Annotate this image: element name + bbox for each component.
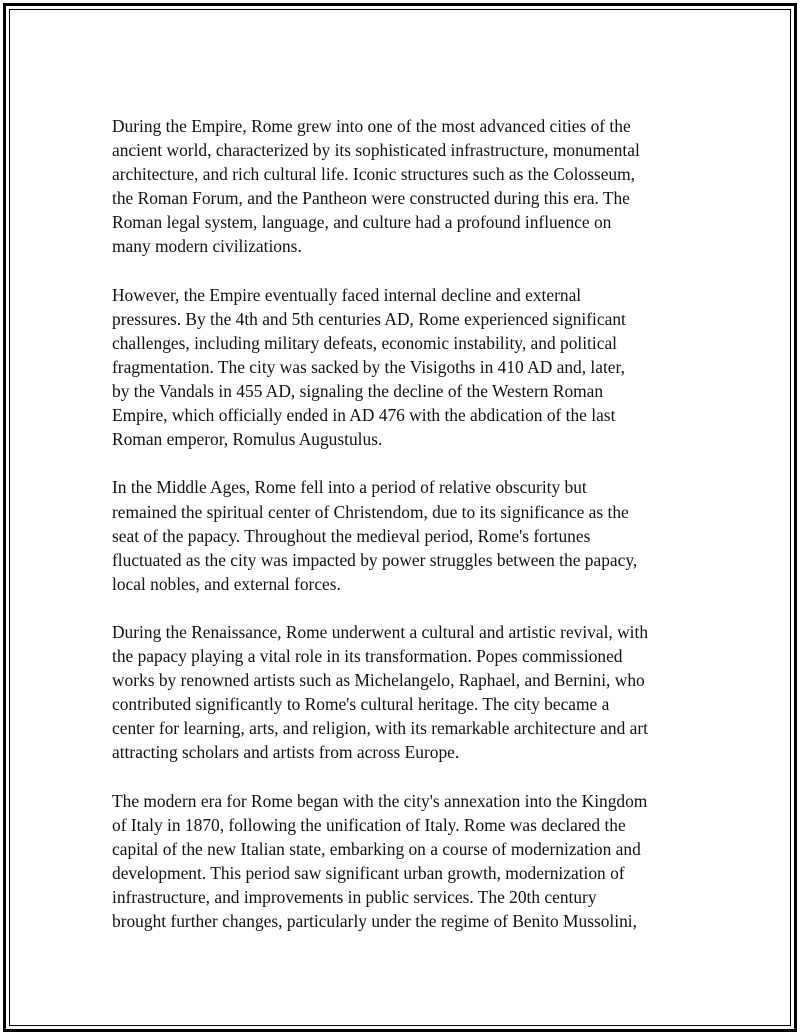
paragraph-middle-ages: In the Middle Ages, Rome fell into a period of relative obscurity but remained the spiritual center of Christendom, due to its significance as the seat of the papacy. Throughout the medieval period, Rome's fortunes fluctuated as the city was impacted by power struggles between the papacy, local nobles, and external forces. <box>112 477 638 594</box>
paragraph-renaissance: During the Renaissance, Rome underwent a cultural and artistic revival, with the papacy playing a vital role in its transformation. Popes commissioned works by renowned artists such as Michelangelo, Raphael, and Bernini, who contributed significantly to Rome's cultural heritage. The city became a center for learning, arts, and religion, with its remarkable architecture and art attracting scholars and artists from across Europe. <box>112 621 649 763</box>
document-body <box>112 114 692 957</box>
paragraph-modern-era: The modern era for Rome began with the city's annexation into the Kingdom of Italy in 1870, following the unification of Italy. Rome was declared the capital of the new Italian state, embarking on a course of modernization and development. This period saw significant urban growth, modernization of infrastructure, and improvements in public services. The 20th century brought further changes, particularly under the regime of Benito Mussolini, <box>112 790 648 932</box>
paragraph-decline: However, the Empire eventually faced internal decline and external pressures. By the 4th and 5th centuries AD, Rome experienced significant challenges, including military defeats, economic instability, and political fragmentation. The city was sacked by the Visigoths in 410 AD and, later, by the Vandals in 455 AD, signaling the decline of the Western Roman Empire, which officially ended in AD 476 with the abdication of the last Roman emperor, Romulus Augustulus. <box>112 284 626 450</box>
paragraph-empire: During the Empire, Rome grew into one of the most advanced cities of the ancient world, characterized by its sophisticated infrastructure, monumental architecture, and rich cultural life. Iconic structures such as the Colosseum, the Roman Forum, and the Pantheon were constructed during this era. The Roman legal system, language, and culture had a profound influence on many modern civilizations. <box>112 116 640 257</box>
